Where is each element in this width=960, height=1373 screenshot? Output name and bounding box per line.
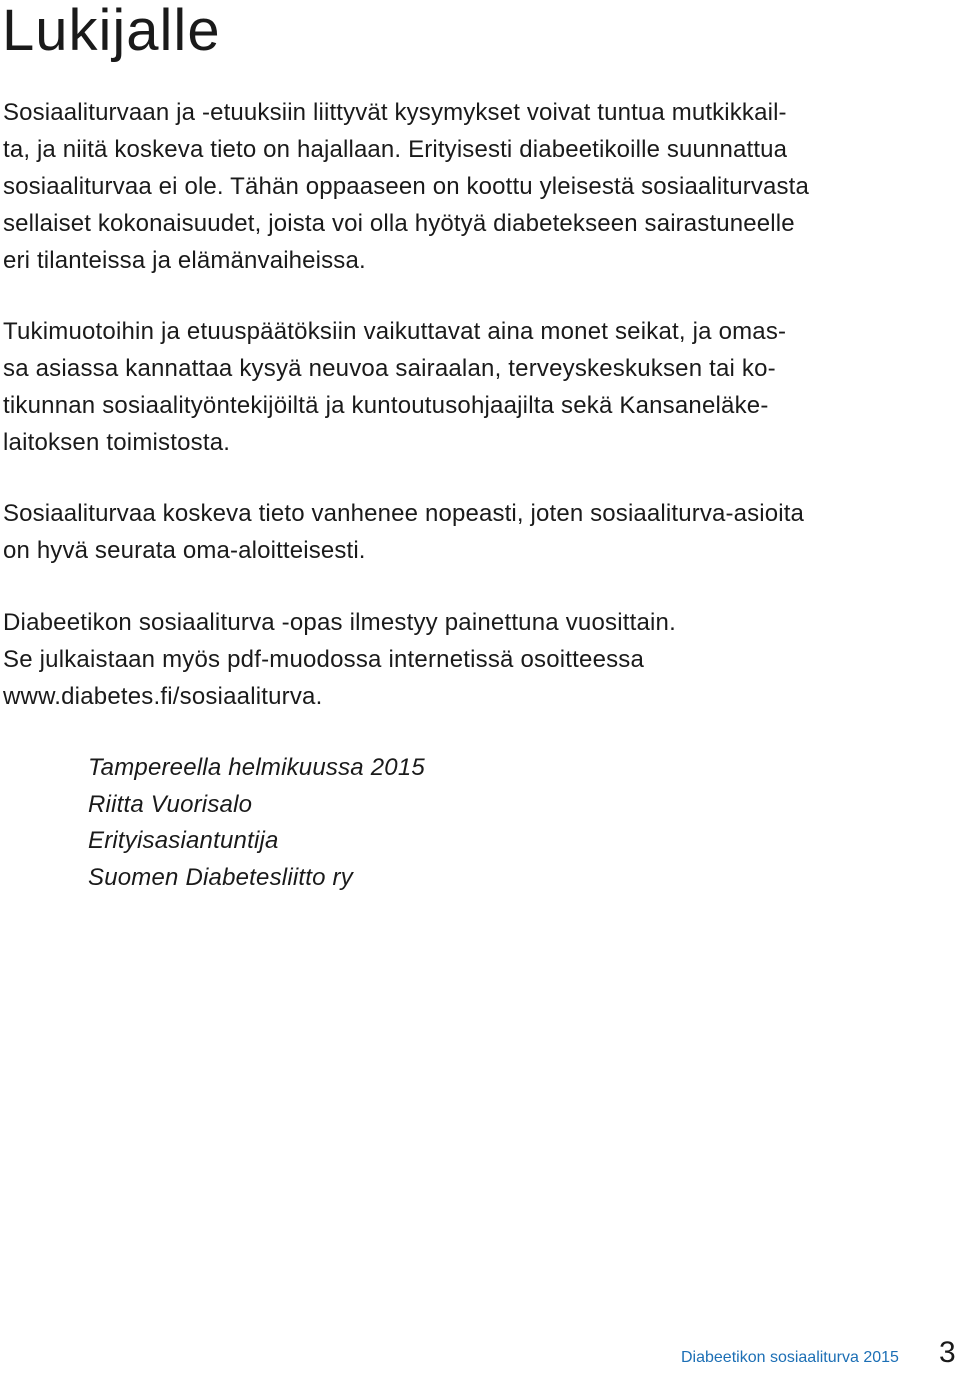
footer-publication-title: Diabeetikon sosiaaliturva 2015 <box>681 1349 899 1366</box>
text-line: laitoksen toimistosta. <box>3 429 231 456</box>
intro-paragraph <box>3 94 903 279</box>
text-line: ta, ja niitä koskeva tieto on hajallaan. Erityisesti diabeetikoille suunnattua <box>3 136 788 163</box>
text-line: Se julkaistaan myös pdf-muodossa internetissä osoitteessa <box>3 646 645 673</box>
page-title: Lukijalle <box>2 0 221 63</box>
text-line: sa asiassa kannattaa kysyä neuvoa sairaalan, terveyskeskuksen tai ko- <box>3 355 776 382</box>
text-line: tikunnan sosiaalityöntekijöiltä ja kuntoutusohjaajilta sekä Kansaneläke- <box>3 392 769 419</box>
signature-role: Erityisasiantuntija <box>88 827 279 854</box>
signature-place-date: Tampereella helmikuussa 2015 <box>88 754 425 781</box>
signature-organization: Suomen Diabetesliitto ry <box>88 863 353 891</box>
text-line: on hyvä seurata oma-aloitteisesti. <box>3 537 366 564</box>
text-line: Sosiaaliturvaa koskeva tieto vanhenee nopeasti, joten sosiaaliturva-asioita <box>3 500 805 527</box>
signature-author: Riitta Vuorisalo <box>88 790 253 818</box>
signature-block <box>88 750 425 896</box>
text-line: Diabeetikon sosiaaliturva -opas ilmestyy painettuna vuosittain. <box>3 609 676 636</box>
page-number: 3 <box>939 1336 956 1369</box>
advice-paragraph <box>3 313 903 461</box>
update-paragraph <box>3 495 903 569</box>
text-line: sellaiset kokonaisuudet, joista voi olla hyötyä diabetekseen sairastuneelle <box>3 210 795 237</box>
text-line: Tukimuotoihin ja etuuspäätöksiin vaikuttavat aina monet seikat, ja omas- <box>3 318 787 345</box>
text-line: sosiaaliturvaa ei ole. Tähän oppaaseen on koottu yleisestä sosiaaliturvasta <box>3 173 809 200</box>
website-url: www.diabetes.fi/sosiaaliturva. <box>3 683 323 710</box>
publication-paragraph <box>3 604 903 715</box>
text-line: Sosiaaliturvaan ja -etuuksiin liittyvät kysymykset voivat tuntua mutkikkail- <box>3 99 787 126</box>
text-line: eri tilanteissa ja elämänvaiheissa. <box>3 247 366 274</box>
